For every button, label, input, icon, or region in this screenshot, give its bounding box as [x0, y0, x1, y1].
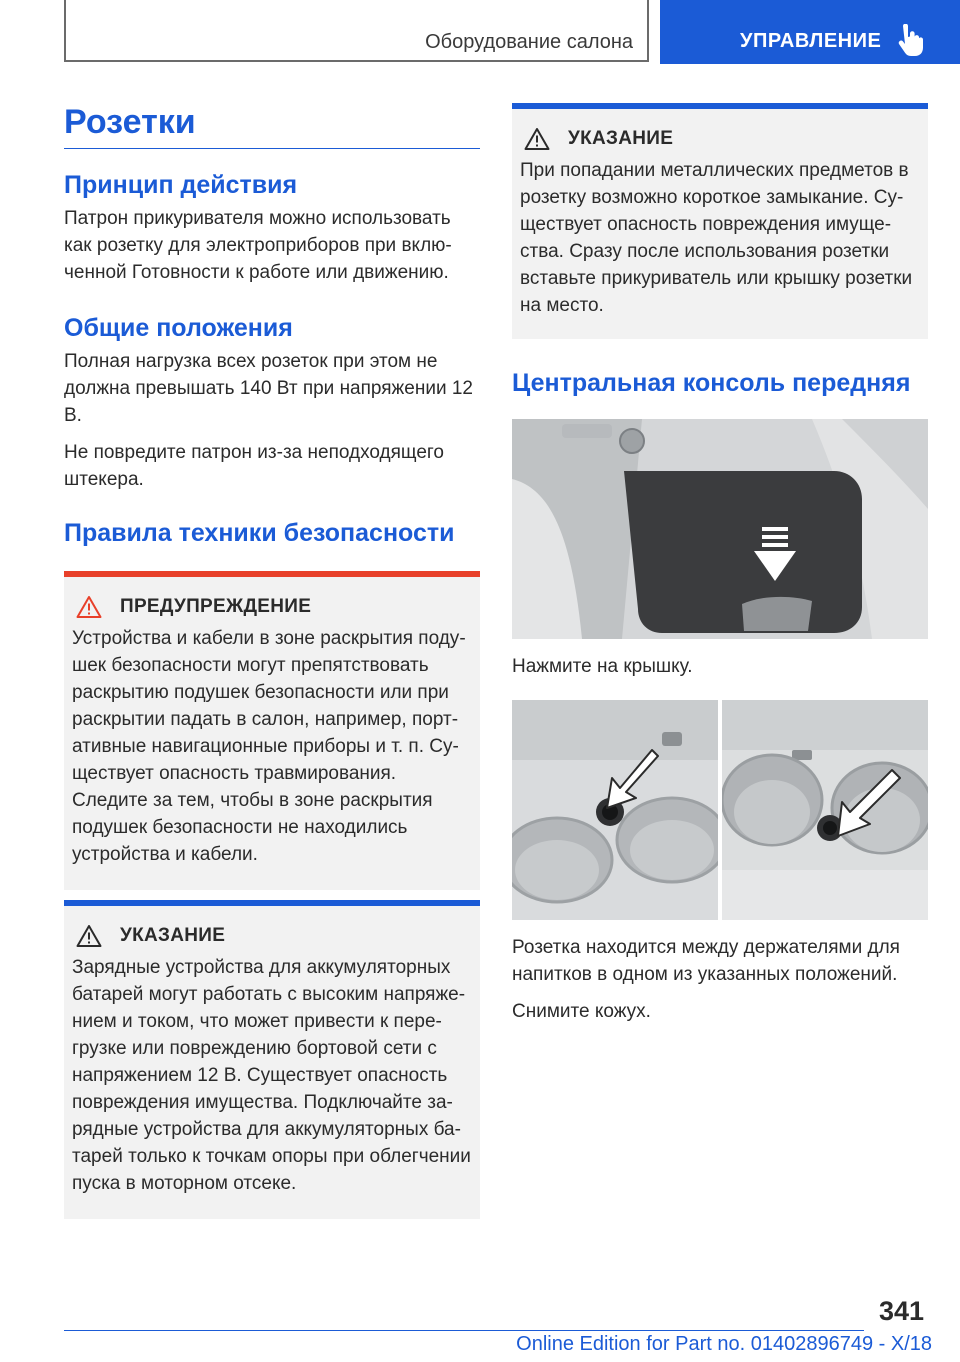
- warning-label: ПРЕДУПРЕЖДЕНИЕ: [120, 596, 312, 617]
- text-general-plug: Не повредите патрон из-за неподходящего штекера.: [64, 442, 444, 490]
- warning-box: [64, 571, 480, 890]
- warning-text: Устройства и кабели в зоне раскрытия подушек безопасности могут препятствовать раскрытию подушек безопасности или при раскрытии падать в салон, например, портативные навигационные приборы и т. п. Существует опасность травмирования. Следите за тем, чтобы в зоне раскрытия подушек безопасности не находились устройства и кабели.: [72, 628, 466, 865]
- page-number: 341: [878, 1296, 924, 1326]
- notice-label-right: УКАЗАНИЕ: [568, 128, 674, 149]
- heading-console: Центральная консоль передняя: [512, 369, 911, 397]
- title-divider: [64, 148, 480, 149]
- heading-general: Общие положения: [64, 314, 293, 342]
- left-column: [64, 100, 480, 1219]
- notice-triangle-icon-right: [524, 127, 550, 151]
- header-chapter-title: УПРАВЛЕНИЕ: [740, 30, 882, 52]
- notice-text-right: При попадании металлических предметов в розетку возможно короткое замыкание. Существует опасность повреждения имущества. Сразу после использования розетки вставьте прикуриватель или крышку розетки на место.: [520, 160, 913, 316]
- notice-text: Зарядные устройства для аккумуляторных батарей могут работать с высоким напряжением и током, что может привести к перегрузке или повреждению бортовой сети с напряжением 12 В. Существует опасность повреждения имущества. Подключайте зарядные устройства для аккумуляторных батарей только к точкам опоры при облегчении пуска в моторном отсеке.: [72, 957, 471, 1194]
- header-section-title: Оборудование салона: [425, 31, 633, 53]
- hand-pointer-icon: [894, 24, 924, 56]
- photo-socket-positions: [512, 700, 928, 920]
- notice-box-charger: [64, 900, 480, 1219]
- page-title: Розетки: [64, 103, 196, 141]
- notice-box-metal: [512, 103, 928, 339]
- notice-triangle-icon: [76, 924, 102, 948]
- photo-socket-position-2: [722, 700, 928, 920]
- caption-remove-cover: Снимите кожух.: [512, 1001, 651, 1022]
- footer-edition: Online Edition for Part no. 01402896749 - X/18: [516, 1333, 932, 1355]
- photo-console-lid: [512, 419, 928, 639]
- text-general-load: Полная нагрузка всех розеток при этом не должна превышать 140 Вт при напряжении 12 В.: [64, 351, 473, 426]
- footer-divider: [64, 1330, 864, 1331]
- caption-socket-location: Розетка находится между держателями для напитков в одном из указанных положений.: [512, 937, 900, 985]
- notice-label: УКАЗАНИЕ: [120, 925, 226, 946]
- header-chapter-tab: [660, 0, 960, 64]
- heading-safety: Правила техники безопасности: [64, 519, 455, 547]
- heading-principle: Принцип действия: [64, 171, 298, 199]
- right-column: [512, 100, 928, 1025]
- header-section-tab: [64, 0, 649, 62]
- warning-triangle-icon: [76, 595, 102, 619]
- photo-socket-position-1: [512, 700, 718, 920]
- text-principle: Патрон прикуривателя можно использовать как розетку для электроприборов при включенной Готовности к работе или движению.: [64, 208, 452, 283]
- caption-press-lid: Нажмите на крышку.: [512, 656, 693, 677]
